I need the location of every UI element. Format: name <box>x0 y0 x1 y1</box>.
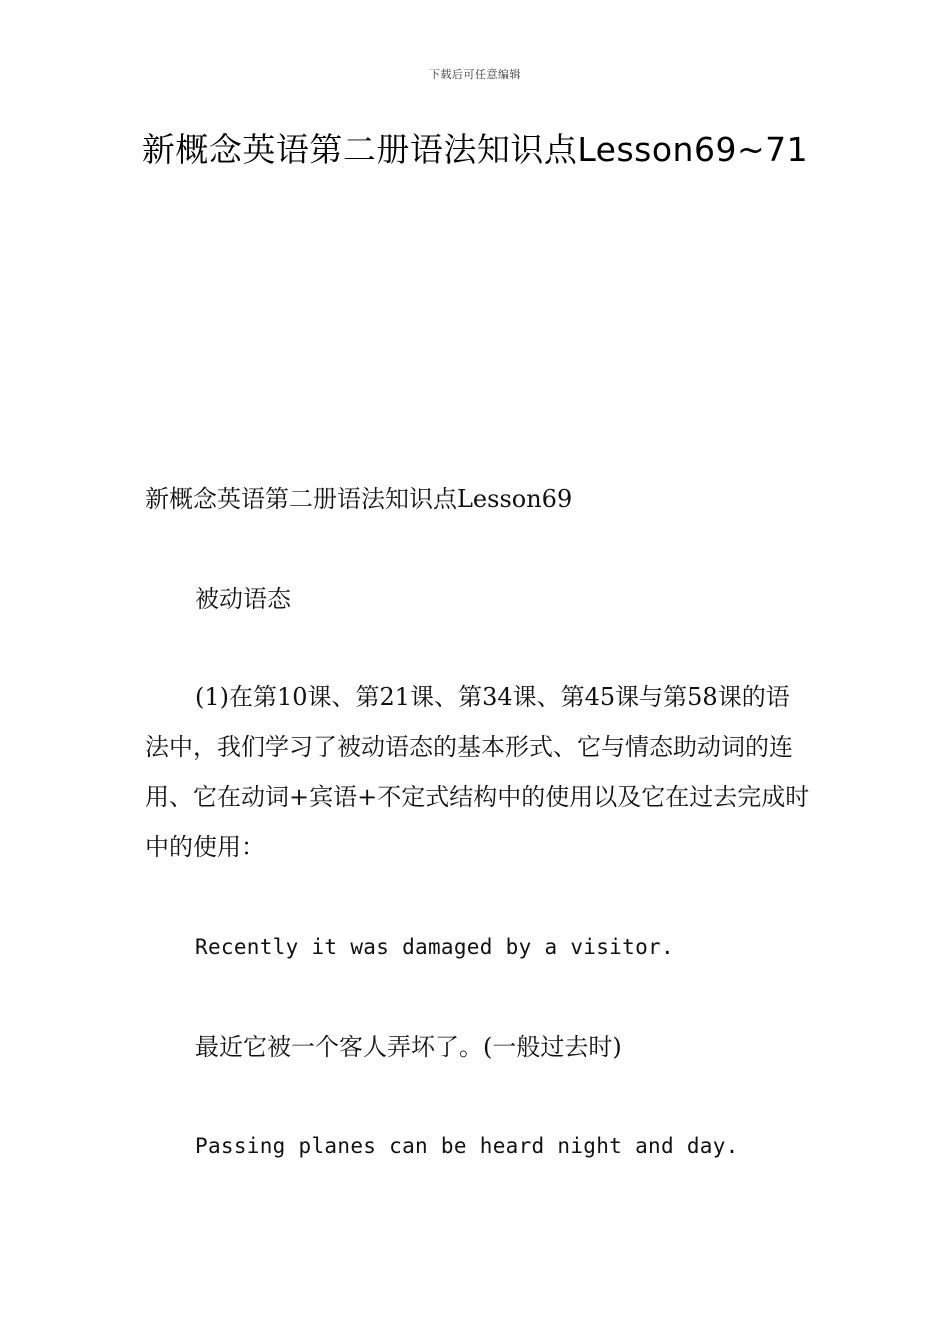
example-1-english: Recently it was damaged by a visitor. <box>195 935 674 959</box>
subheading: 被动语态 <box>195 585 291 613</box>
example-1-chinese: 最近它被一个客人弄坏了。(一般过去时) <box>195 1033 622 1061</box>
section-heading: 新概念英语第二册语法知识点Lesson69 <box>145 485 573 513</box>
document-title: 新概念英语第二册语法知识点Lesson69~71 <box>141 130 809 169</box>
header-note: 下载后可任意编辑 <box>429 68 521 81</box>
example-2-english: Passing planes can be heard night and day. <box>195 1134 739 1158</box>
paragraph-1: (1)在第10课、第21课、第34课、第45课与第58课的语法中，我们学习了被动语态的基本形式、它与情态助动词的连用、它在动词+宾语+不定式结构中的使用以及它在过去完成时中的使用： <box>145 683 810 861</box>
